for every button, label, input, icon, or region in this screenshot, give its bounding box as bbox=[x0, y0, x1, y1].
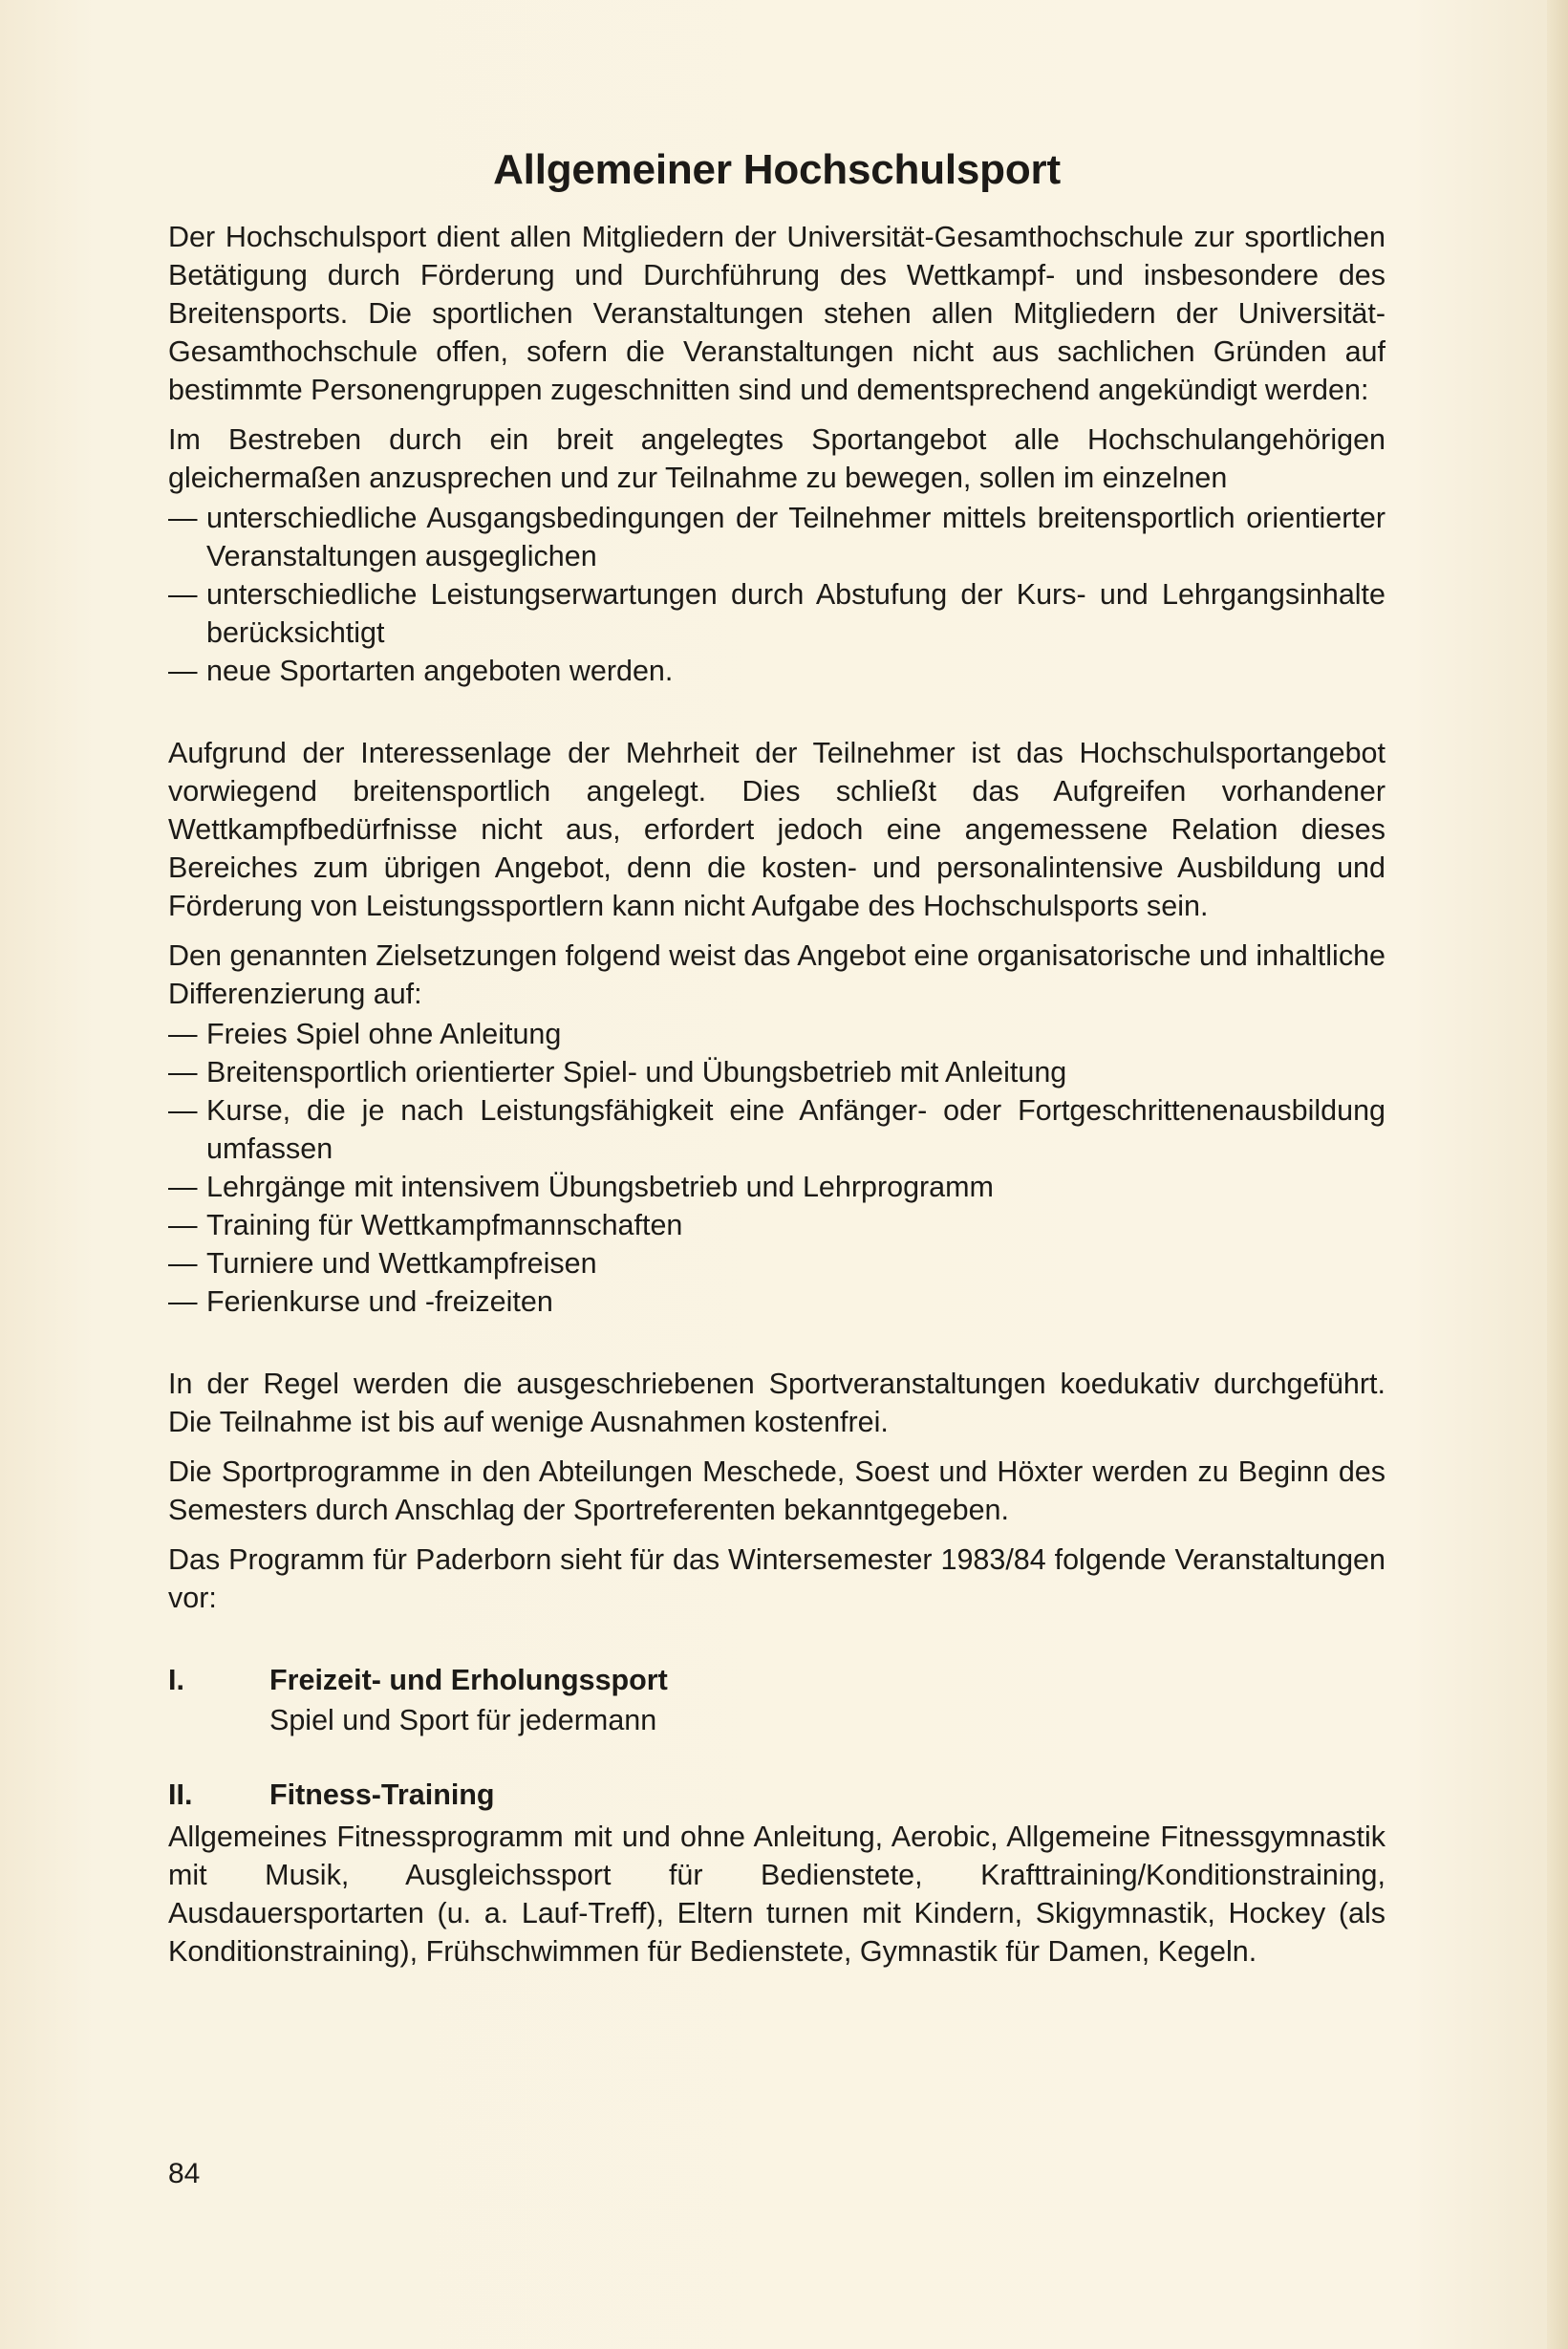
section-number: II. bbox=[168, 1778, 193, 1811]
spacer bbox=[168, 1628, 1385, 1661]
list-item bbox=[168, 1168, 1385, 1206]
page-number: 84 bbox=[168, 2158, 201, 2189]
paper-edge bbox=[1547, 0, 1568, 2349]
list-item bbox=[168, 1015, 1385, 1053]
section-title: Fitness-Training bbox=[269, 1778, 495, 1811]
dash-marker: — bbox=[168, 1247, 198, 1280]
section-subtitle: Spiel und Sport für jedermann bbox=[269, 1704, 657, 1736]
section-title: Freizeit- und Erholungssport bbox=[269, 1664, 668, 1696]
paragraph: Den genannten Zielsetzungen folgend weist das Angebot eine organisatorische und inhaltliche Differenzierung auf: bbox=[168, 939, 1385, 1010]
list-item-text: unterschiedliche Ausgangsbedingungen der Teilnehmer mittels breitensportlich orientierter Veranstaltungen ausgeglichen bbox=[206, 502, 1385, 572]
list-item-text: Breitensportlich orientierter Spiel- und Übungsbetrieb mit Anleitung bbox=[206, 1056, 1067, 1088]
list-item-text: Lehrgänge mit intensivem Übungsbetrieb und Lehrprogramm bbox=[206, 1171, 994, 1203]
list-item bbox=[168, 575, 1385, 652]
list-item-text: Ferienkurse und -freizeiten bbox=[206, 1285, 553, 1318]
content bbox=[168, 143, 1385, 1982]
dash-marker: — bbox=[168, 1018, 198, 1050]
list-item bbox=[168, 1244, 1385, 1282]
list-item bbox=[168, 1206, 1385, 1244]
list-item bbox=[168, 652, 1385, 690]
dash-marker: — bbox=[168, 502, 198, 534]
section-heading bbox=[168, 1661, 1385, 1699]
dash-marker: — bbox=[168, 1171, 198, 1203]
list-item-text: neue Sportarten angeboten werden. bbox=[206, 655, 674, 687]
dash-marker: — bbox=[168, 578, 198, 611]
spacer bbox=[168, 701, 1385, 734]
list-item bbox=[168, 1053, 1385, 1091]
spacer bbox=[168, 1749, 1385, 1776]
offer-list bbox=[168, 1015, 1385, 1321]
paragraph: Das Programm für Paderborn sieht für das Wintersemester 1983/84 folgende Veranstaltungen vor: bbox=[168, 1543, 1385, 1614]
section-text: Allgemeines Fitnessprogramm mit und ohne Anleitung, Aerobic, Allgemeine Fitnessgymnastik mit Musik, Ausgleichssport für Bedienstete, Krafttraining/Konditionstraining, Ausdauersportarten (u. a. Lauf-Treff), Eltern turnen mit Kindern, Skigymnastik, Hockey (als Konditionstraining), Frühschwimmen für Bedienstete, Gymnastik für Damen, Kegeln. bbox=[168, 1821, 1385, 1968]
list-item-text: unterschiedliche Leistungserwartungen durch Abstufung der Kurs- und Lehrgangsinhalte berücksichtigt bbox=[206, 578, 1385, 649]
spacer bbox=[168, 1332, 1385, 1365]
dash-marker: — bbox=[168, 1056, 198, 1088]
paragraph: Der Hochschulsport dient allen Mitgliedern der Universität-Gesamthochschule zur sportlichen Betätigung durch Förderung und Durchführung des Wettkampf- und insbesondere des Breitensports. Die sportlichen Veranstaltungen stehen allen Mitgliedern der Universität-Gesamthochschule offen, sofern die Veranstaltungen nicht aus sachlichen Gründen auf bestimmte Personengruppen zugeschnitten sind und dementsprechend angekündigt werden: bbox=[168, 221, 1385, 406]
paragraph: Aufgrund der Interessenlage der Mehrheit der Teilnehmer ist das Hochschulsportangebot vorwiegend breitensportlich angelegt. Dies schließt das Aufgreifen vorhandener Wettkampfbedürfnisse nicht aus, erfordert jedoch eine angemessene Relation dieses Bereiches zum übrigen Angebot, denn die kosten- und personalintensive Ausbildung und Förderung von Leistungssportlern kann nicht Aufgabe des Hochschulsports sein. bbox=[168, 737, 1385, 922]
paragraph: In der Regel werden die ausgeschriebenen Sportveranstaltungen koedukativ durchgeführt. Die Teilnahme ist bis auf wenige Ausnahmen kostenfrei. bbox=[168, 1368, 1385, 1438]
list-item bbox=[168, 499, 1385, 575]
list-item-text: Kurse, die je nach Leistungsfähigkeit eine Anfänger- oder Fortgeschrittenenausbildung umfassen bbox=[206, 1094, 1385, 1165]
section-number: I. bbox=[168, 1664, 184, 1696]
dash-marker: — bbox=[168, 1094, 198, 1127]
dash-marker: — bbox=[168, 1209, 198, 1241]
list-item-text: Freies Spiel ohne Anleitung bbox=[206, 1018, 562, 1050]
dash-marker: — bbox=[168, 655, 198, 687]
paragraph: Die Sportprogramme in den Abteilungen Meschede, Soest und Höxter werden zu Beginn des Semesters durch Anschlag der Sportreferenten bekanntgegeben. bbox=[168, 1455, 1385, 1526]
dash-marker: — bbox=[168, 1285, 198, 1318]
page-title: Allgemeiner Hochschulsport bbox=[493, 146, 1061, 193]
list-item bbox=[168, 1091, 1385, 1168]
paragraph: Im Bestreben durch ein breit angelegtes Sportangebot alle Hochschulangehörigen gleichermaßen anzusprechen und zur Teilnahme zu bewegen, sollen im einzelnen bbox=[168, 423, 1385, 494]
list-item-text: Turniere und Wettkampfreisen bbox=[206, 1247, 597, 1280]
goals-list bbox=[168, 499, 1385, 690]
list-item-text: Training für Wettkampfmannschaften bbox=[206, 1209, 683, 1241]
section-heading bbox=[168, 1776, 1385, 1814]
list-item bbox=[168, 1282, 1385, 1321]
